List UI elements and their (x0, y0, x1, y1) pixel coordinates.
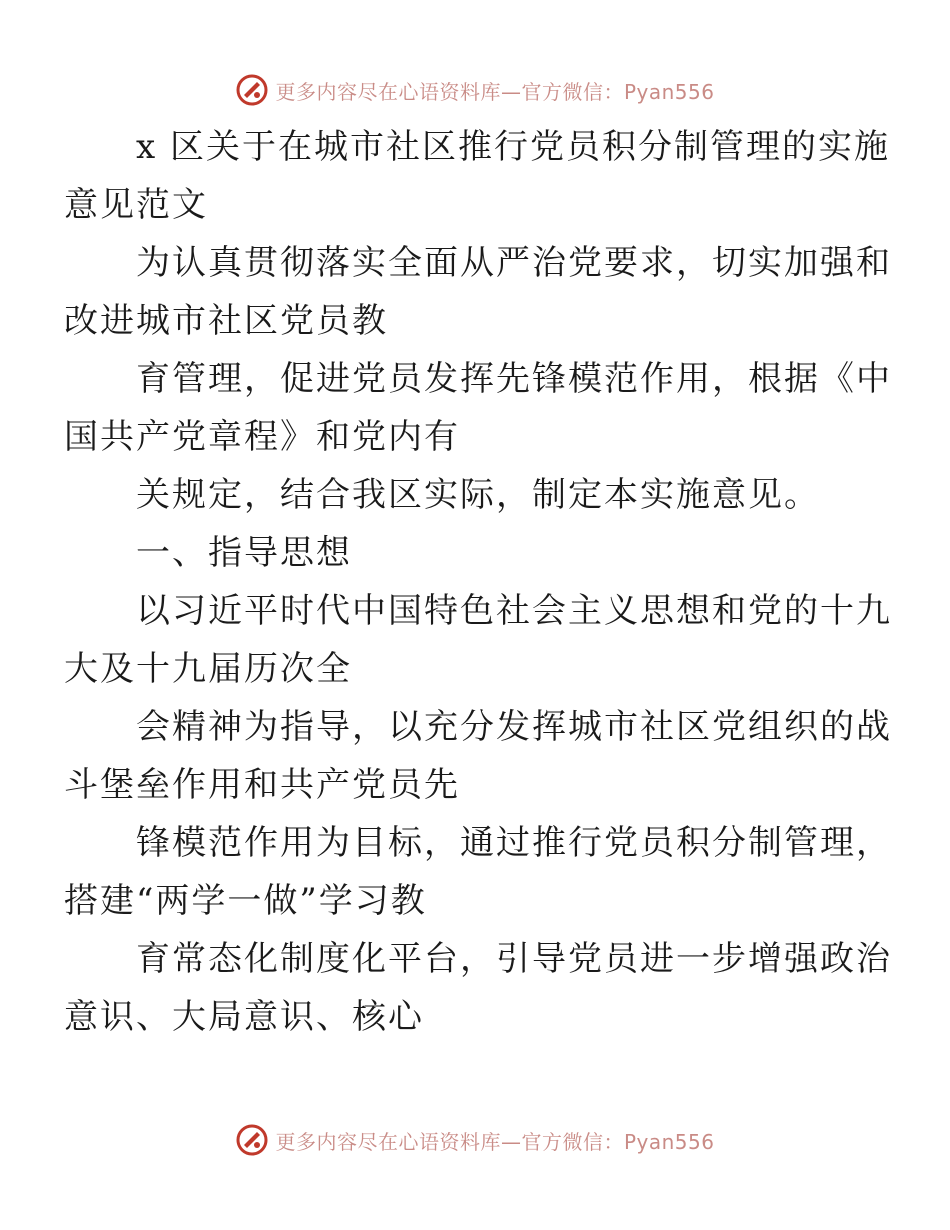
header-watermark-text: 更多内容尽在心语资料库—官方微信：Pyan556 (275, 79, 715, 104)
paragraph-line: 意见范文 (64, 185, 208, 225)
paragraph (64, 350, 892, 466)
paragraph (64, 930, 892, 1046)
paragraph-line: 改进城市社区党员教 (64, 301, 388, 341)
footer-watermark-text: 更多内容尽在心语资料库—官方微信：Pyan556 (275, 1129, 715, 1154)
paragraph-line: 关规定，结合我区实际，制定本实施意见。 (136, 475, 820, 515)
paragraph-line: 锋模范作用为目标，通过推行党员积分制管理， (136, 823, 892, 863)
footer-watermark-banner (0, 1120, 950, 1160)
document-body (64, 118, 892, 1046)
document-title (64, 118, 890, 234)
paragraph-line: 搭建“两学一做”学习教 (64, 881, 427, 921)
header-watermark-banner (0, 70, 950, 110)
paragraph (64, 582, 892, 698)
paragraph (64, 814, 892, 930)
paragraph-line: x 区关于在城市社区推行党员积分制管理的实施 (136, 127, 890, 167)
paragraph (64, 698, 892, 814)
paragraph-line: 意识、大局意识、核心 (64, 997, 424, 1037)
paragraph-line: 为认真贯彻落实全面从严治党要求，切实加强和 (136, 243, 892, 283)
paragraph-line: 以习近平时代中国特色社会主义思想和党的十九 (136, 591, 892, 631)
red-seal-logo-icon (235, 1123, 269, 1157)
paragraph-line: 会精神为指导，以充分发挥城市社区党组织的战 (136, 707, 892, 747)
section-heading (100, 524, 860, 582)
paragraph-line: 斗堡垒作用和共产党员先 (64, 765, 460, 805)
paragraph (64, 234, 892, 350)
paragraph-line: 国共产党章程》和党内有 (64, 417, 460, 457)
paragraph (100, 466, 860, 524)
paragraph-line: 一、指导思想 (136, 533, 352, 573)
red-seal-logo-icon (235, 73, 269, 107)
paragraph-line: 大及十九届历次全 (64, 649, 352, 689)
paragraph-line: 育管理，促进党员发挥先锋模范作用，根据《中 (136, 359, 892, 399)
paragraph-line: 育常态化制度化平台，引导党员进一步增强政治 (136, 939, 892, 979)
